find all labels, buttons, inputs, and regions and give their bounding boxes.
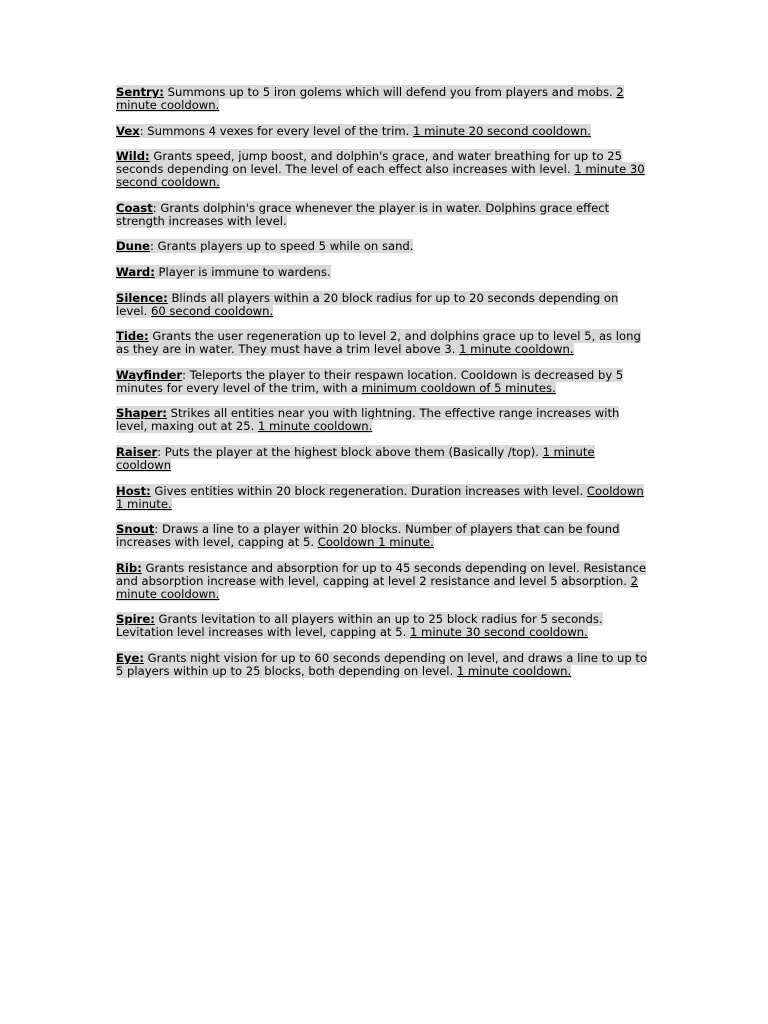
trim-entry-silence (116, 292, 652, 318)
trim-description: Grants dolphin's grace whenever the player is in water. Dolphins grace effect strength increases with level. (116, 200, 610, 228)
trim-cooldown: 1 minute cooldown. (456, 663, 572, 678)
trim-description: Draws a line to a player within 20 blocks. Number of players that can be found increases with level, capping at 5. (116, 522, 620, 550)
trim-name: Dune (116, 239, 150, 254)
trim-cooldown: 1 minute cooldown. (459, 342, 574, 357)
trim-cooldown: Cooldown 1 minute. (116, 483, 644, 511)
trim-cooldown: 1 minute 20 second cooldown. (413, 123, 591, 138)
trim-name: Sentry: (116, 85, 164, 99)
trim-separator: : (150, 239, 154, 254)
trim-entry-wayfinder (116, 369, 652, 395)
trim-description: Summons up to 5 iron golems which will defend you from players and mobs. (163, 85, 617, 99)
trim-entry-rib (116, 562, 652, 601)
trim-description: Grants night vision for up to 60 seconds depending on level, and draws a line to up to 5 players within up to 25 blocks, both depending on level. (116, 650, 648, 678)
trim-name: Silence: (116, 290, 168, 305)
trim-name: Host: (116, 483, 151, 498)
document-page (116, 86, 652, 691)
trim-entry-host (116, 485, 652, 511)
trim-name: Raiser (116, 444, 158, 459)
trim-name: Vex (116, 123, 140, 138)
trim-name: Tide: (116, 329, 149, 344)
trim-cooldown: Cooldown 1 minute. (317, 535, 434, 550)
trim-cooldown: 1 minute cooldown (116, 444, 595, 472)
trim-name: Shaper: (116, 406, 167, 421)
trim-entry-shaper (116, 407, 652, 433)
trim-cooldown: 60 second cooldown. (150, 303, 274, 318)
trim-description: Grants levitation to all players within an up to 25 block radius for 5 seconds. Levitation level increases with level, capping at 5. (116, 612, 603, 640)
trim-name: Eye: (116, 650, 144, 665)
trim-description: Teleports the player to their respawn location. Cooldown is decreased by 5 minutes for every level of the trim, with a (116, 367, 624, 395)
trim-description: Puts the player at the highest block above them (Basically /top). (161, 444, 543, 459)
trim-entry-spire (116, 613, 652, 639)
trim-description: Grants speed, jump boost, and dolphin's grace, and water breathing for up to 25 seconds depending on level. The level of each effect also increases with level. (116, 149, 623, 177)
trim-separator: : (139, 123, 144, 138)
trim-name: Wild: (116, 149, 150, 164)
trim-cooldown: 1 minute 30 second cooldown. (409, 625, 588, 640)
trim-entry-raiser (116, 446, 652, 472)
trim-name: Coast (116, 200, 153, 215)
trim-entry-tide (116, 330, 652, 356)
trim-entry-sentry (116, 86, 652, 112)
trim-name: Rib: (116, 560, 142, 575)
trim-description: Player is immune to wardens. (154, 264, 331, 279)
trim-description: Grants resistance and absorption for up to 45 seconds depending on level. Resistance and absorption increase with level, capping at level 2 resistance and level 5 absorption. (116, 560, 646, 588)
trim-description: Blinds all players within a 20 block radius for up to 20 seconds depending on level. (116, 290, 619, 318)
trim-separator: : (182, 367, 187, 382)
trim-entry-wild (116, 150, 652, 189)
trim-cooldown: 2 minute cooldown. (116, 85, 624, 112)
trim-entry-dune (116, 240, 652, 253)
trim-separator: : (154, 522, 159, 537)
trim-entry-snout (116, 523, 652, 549)
trim-separator: : (157, 444, 162, 459)
trim-cooldown: minimum cooldown of 5 minutes. (361, 380, 556, 395)
trim-name: Spire: (116, 612, 155, 627)
trim-description: Strikes all entities near you with lightning. The effective range increases with level, maxing out at 25. (116, 406, 620, 434)
trim-name: Wayfinder (116, 367, 183, 382)
trim-name: Snout (116, 522, 155, 537)
trim-cooldown: 1 minute 30 second cooldown. (116, 162, 645, 190)
trim-separator: : (152, 200, 157, 215)
trim-description: Grants players up to speed 5 while on sand. (153, 239, 414, 254)
trim-entry-ward (116, 266, 652, 279)
trim-entry-coast (116, 202, 652, 228)
trim-cooldown: 1 minute cooldown. (257, 419, 373, 434)
trim-description: Summons 4 vexes for every level of the trim. (143, 123, 414, 138)
trim-description: Gives entities within 20 block regeneration. Duration increases with level. (150, 483, 587, 498)
trim-name: Ward: (116, 264, 155, 279)
trim-entry-vex (116, 125, 652, 138)
trim-description: Grants the user regeneration up to level 2, and dolphins grace up to level 5, as long as they are in water. They must have a trim level above 3. (116, 329, 641, 357)
trim-entry-eye (116, 652, 652, 678)
trim-cooldown: 2 minute cooldown. (116, 573, 638, 601)
